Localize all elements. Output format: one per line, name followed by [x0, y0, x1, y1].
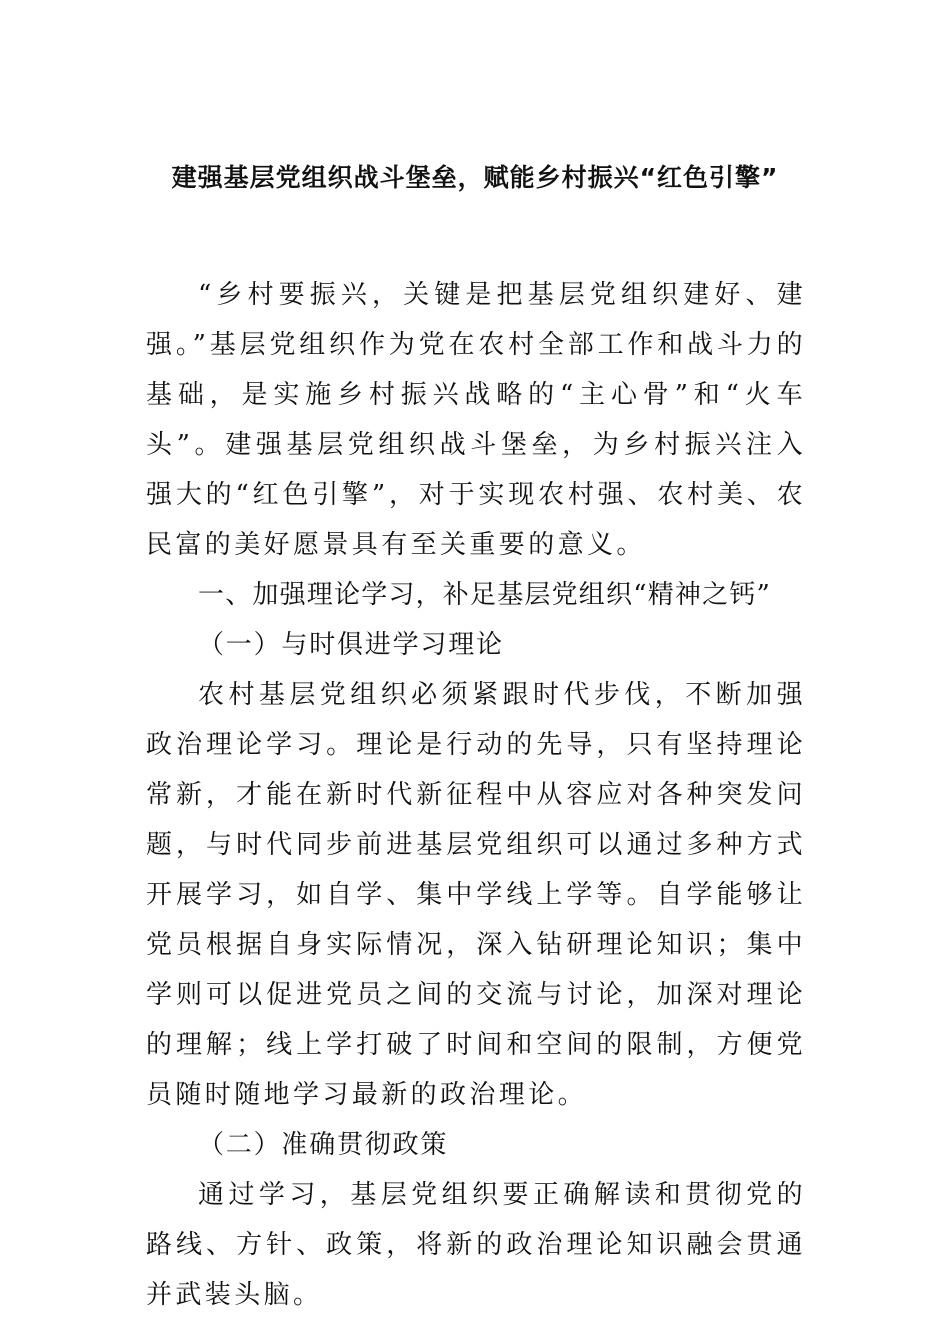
- document-title: 建强基层党组织战斗堡垒，赋能乡村振兴“红色引擎”: [171, 163, 779, 192]
- body-paragraph-1: 农村基层党组织必须紧跟时代步伐，不断加强政治理论学习。理论是行动的先导，只有坚持理论常新，才能在新时代新征程中从容应对各种突发问题，与时代同步前进基层党组织可以通过多种方式开展学习，如自学、集中学线上学等。自学能够让党员根据自身实际情况，深入钻研理论知识；集中学则可以促进党员之间的交流与讨论，加深对理论的理解；线上学打破了时间和空间的限制，方便党员随时随地学习最新的政治理论。: [146, 680, 806, 1110]
- intro-paragraph: “乡村要振兴，关键是把基层党组织建好、建强。”基层党组织作为党在农村全部工作和战斗力的基础，是实施乡村振兴战略的“主心骨”和“火车头”。建强基层党组织战斗堡垒，为乡村振兴注入强大的“红色引擎”，对于实现农村强、农村美、农民富的美好愿景具有至关重要的意义。: [146, 280, 806, 560]
- subsection-heading-2: （二）准确贯彻政策: [198, 1130, 449, 1160]
- document-body: [146, 270, 806, 1320]
- section-heading-1: 一、加强理论学习，补足基层党组织“精神之钙”: [198, 580, 771, 610]
- body-paragraph-2: 通过学习，基层党组织要正确解读和贯彻党的路线、方针、政策，将新的政治理论知识融会贯通并武装头脑。: [146, 1180, 806, 1310]
- subsection-heading-1: （一）与时俱进学习理论: [198, 630, 504, 660]
